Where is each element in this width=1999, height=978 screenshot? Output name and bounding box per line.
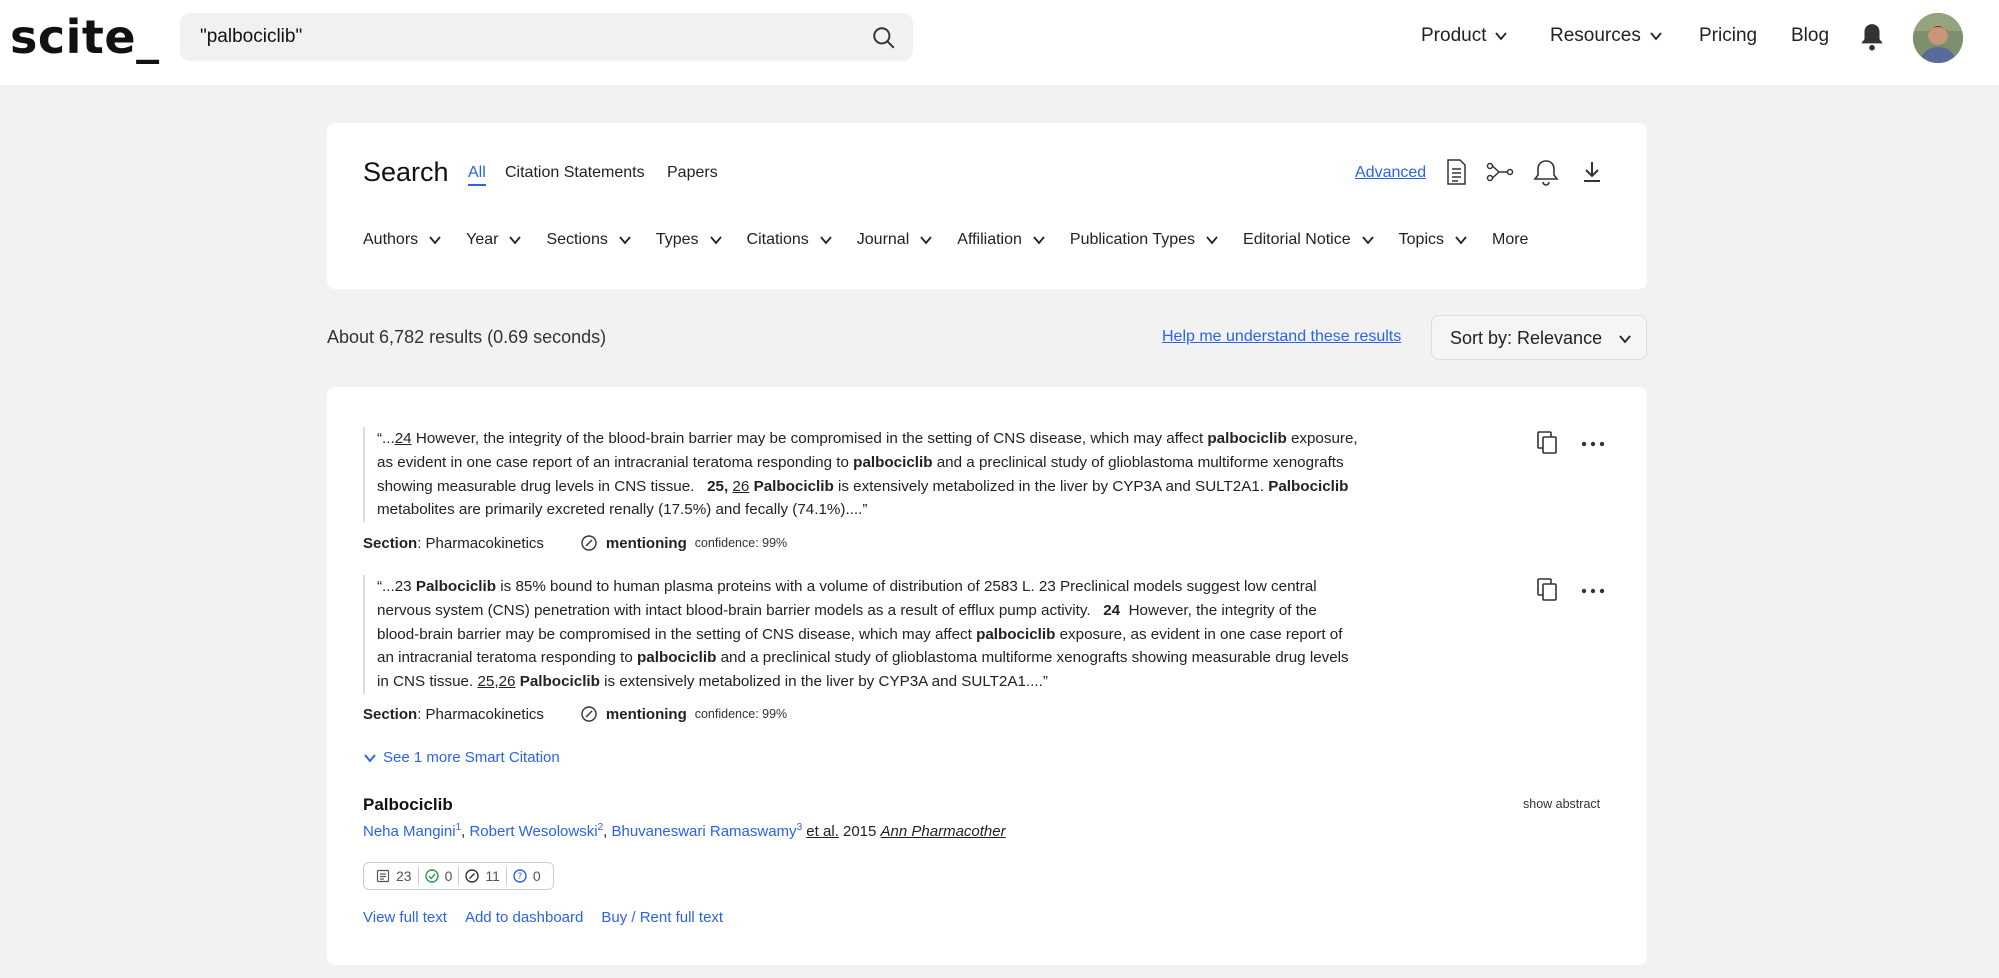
filter-label: Publication Types [1069, 231, 1196, 248]
chevron-down-icon [819, 233, 833, 247]
nav-pricing-label: Pricing [1699, 25, 1758, 46]
result-card [327, 387, 1647, 965]
tab-papers[interactable]: Papers [667, 164, 718, 181]
section-label: Section [363, 534, 418, 552]
filter-publication-types[interactable] [1070, 231, 1219, 249]
chevron-down-icon [618, 233, 632, 247]
section-value: : Pharmacokinetics [417, 534, 544, 552]
citation-graph-icon[interactable] [1485, 157, 1515, 187]
top-navigation-bar [0, 0, 1999, 85]
filter-label: More [1492, 231, 1529, 248]
nav-pricing[interactable] [1699, 25, 1757, 47]
nav-product-label: Product [1421, 25, 1487, 46]
filter-label: Citations [746, 231, 809, 248]
journal-link[interactable]: Ann Pharmacother [880, 823, 1006, 840]
chevron-down-icon [428, 233, 442, 247]
confidence: confidence: 99% [694, 536, 788, 550]
nav-product[interactable] [1421, 25, 1508, 47]
paper-title[interactable]: Palbociclib [363, 795, 453, 814]
filter-label: Authors [363, 231, 419, 248]
scite-logo[interactable]: scite_ [10, 10, 160, 64]
mentioning-icon [465, 869, 479, 883]
search-box[interactable] [180, 13, 913, 61]
citing-publications-icon [376, 869, 390, 883]
sort-dropdown[interactable] [1431, 315, 1647, 360]
filter-label: Editorial Notice [1243, 231, 1351, 248]
nav-blog[interactable] [1791, 25, 1829, 47]
publication-year: 2015 [843, 823, 877, 840]
copy-icon[interactable] [1534, 576, 1560, 602]
help-understand-results-link[interactable]: Help me understand these results [1162, 328, 1402, 345]
author-link[interactable]: Bhuvaneswari Ramaswamy [611, 823, 797, 840]
see-more-citations-link[interactable] [363, 749, 560, 766]
author-link[interactable]: Neha Mangini [363, 823, 456, 840]
tab-citation-statements[interactable]: Citation Statements [505, 164, 645, 181]
confidence: confidence: 99% [694, 707, 788, 721]
filter-topics[interactable] [1399, 231, 1468, 249]
section-value: : Pharmacokinetics [417, 705, 544, 723]
citation-statement-text: “...24 However, the integrity of the blood-brain barrier may be compromised in the setting of CNS disease, which may affect palbociclib exposure, as evident in one case report of an intracranial teratoma responding to palbociclib and a preclinical study of glioblastoma multiforme xenografts showing measurable drug levels in CNS tissue. 25, 26 Palbociclib is extensively metabolized in the liver by CYP3A and SULT2A1. Palbociclib metabolites are primarily excreted renally (17.5%) and fecally (74.1%)....” [363, 427, 1363, 522]
more-options-icon[interactable] [1580, 586, 1606, 596]
chevron-down-icon [709, 233, 723, 247]
filter-sections[interactable] [546, 231, 631, 249]
advanced-search-link[interactable]: Advanced [1355, 164, 1427, 181]
filter-label: Year [466, 231, 499, 248]
filter-year[interactable] [466, 231, 522, 249]
svg-text:?: ? [517, 872, 523, 883]
buy-rent-full-text-link[interactable]: Buy / Rent full text [601, 909, 724, 926]
mentioning-icon [580, 705, 598, 723]
supporting-icon [425, 869, 439, 883]
citation-meta-row [363, 705, 787, 723]
view-full-text-link[interactable]: View full text [363, 909, 447, 926]
alert-bell-icon[interactable] [1531, 157, 1561, 187]
filter-citations[interactable] [747, 231, 833, 249]
contrasting-icon [513, 869, 527, 883]
chevron-down-icon [919, 233, 933, 247]
tab-all[interactable]: All [468, 164, 486, 186]
citation-meta-row [363, 534, 787, 552]
tally-contrasting: 0 [532, 868, 541, 884]
search-input[interactable] [200, 13, 840, 61]
see-more-label: See 1 more Smart Citation [383, 749, 560, 766]
avatar-photo-icon [1913, 13, 1963, 63]
paper-authors: Neha Mangini$^1$, Robert Wesolowski$^2$, Bhuvaneswari Ramaswamy$^3$ et al. 2015 Ann Pharmacother [363, 822, 1006, 840]
filter-label: Types [655, 231, 699, 248]
copy-icon[interactable] [1534, 429, 1560, 455]
document-icon[interactable] [1441, 157, 1471, 187]
tally-total: 23 [396, 868, 412, 884]
filter-authors[interactable] [363, 231, 442, 249]
filter-more[interactable] [1492, 231, 1528, 249]
nav-resources-label: Resources [1550, 25, 1641, 46]
et-al-link[interactable]: et al. [806, 823, 839, 840]
author-link[interactable]: Robert Wesolowski [469, 823, 598, 840]
tally-supporting: 0 [444, 868, 453, 884]
chevron-down-icon [508, 233, 522, 247]
chevron-down-icon [363, 751, 377, 765]
more-options-icon[interactable] [1580, 439, 1606, 449]
chevron-down-icon [1032, 233, 1046, 247]
chevron-down-icon [1454, 233, 1468, 247]
mentioning-icon [580, 534, 598, 552]
download-icon[interactable] [1577, 157, 1607, 187]
filter-label: Topics [1398, 231, 1444, 248]
paper-actions [363, 909, 723, 926]
chevron-down-icon [1618, 332, 1632, 346]
author-affiliation-number: 2 [597, 822, 604, 833]
author-affiliation-number: 3 [796, 822, 803, 833]
sort-label: Sort by: Relevance [1450, 328, 1603, 348]
nav-resources[interactable] [1550, 25, 1663, 47]
user-avatar[interactable] [1913, 13, 1963, 63]
section-label: Section [363, 705, 418, 723]
author-affiliation-number: 1 [455, 822, 462, 833]
notifications-bell-icon[interactable] [1859, 22, 1885, 52]
citation-statement-text: “...23 Palbociclib is 85% bound to human plasma proteins with a volume of distribution of 2583 L. 23 Preclinical models suggest low central nervous system (CNS) penetration with intact blood-brain barrier models as a result of efflux pump activity. 24 However, the integrity of the blood-brain barrier may be compromised in the setting of CNS disease, which may affect palbociclib exposure, as evident in one case report of an intracranial teratoma responding to palbociclib and a preclinical study of glioblastoma multiforme xenografts showing measurable drug levels in CNS tissue. 25,26 Palbociclib is extensively metabolized in the liver by CYP3A and SULT2A1....” [363, 575, 1363, 694]
show-abstract-button[interactable]: show abstract [1523, 797, 1601, 811]
search-icon[interactable] [871, 25, 897, 51]
chevron-down-icon [1205, 233, 1219, 247]
chevron-down-icon [1361, 233, 1375, 247]
chevron-down-icon [1494, 29, 1508, 43]
search-panel [327, 123, 1647, 289]
nav-blog-label: Blog [1791, 25, 1830, 46]
citation-type: mentioning [605, 705, 687, 723]
add-to-dashboard-link[interactable]: Add to dashboard [464, 909, 584, 926]
tally-mentioning: 11 [485, 868, 500, 884]
filter-journal[interactable] [857, 231, 933, 249]
filter-types[interactable] [656, 231, 723, 249]
citation-type: mentioning [605, 534, 687, 552]
chevron-down-icon [1649, 29, 1663, 43]
citation-tally[interactable] [363, 862, 554, 890]
results-count: About 6,782 results (0.69 seconds) [327, 327, 607, 347]
filter-editorial-notice[interactable] [1243, 231, 1375, 249]
filter-label: Sections [546, 231, 608, 248]
search-title: Search [363, 157, 449, 187]
filter-label: Affiliation [957, 231, 1022, 248]
filter-bar [363, 231, 1528, 249]
filter-label: Journal [856, 231, 910, 248]
filter-affiliation[interactable] [957, 231, 1046, 249]
